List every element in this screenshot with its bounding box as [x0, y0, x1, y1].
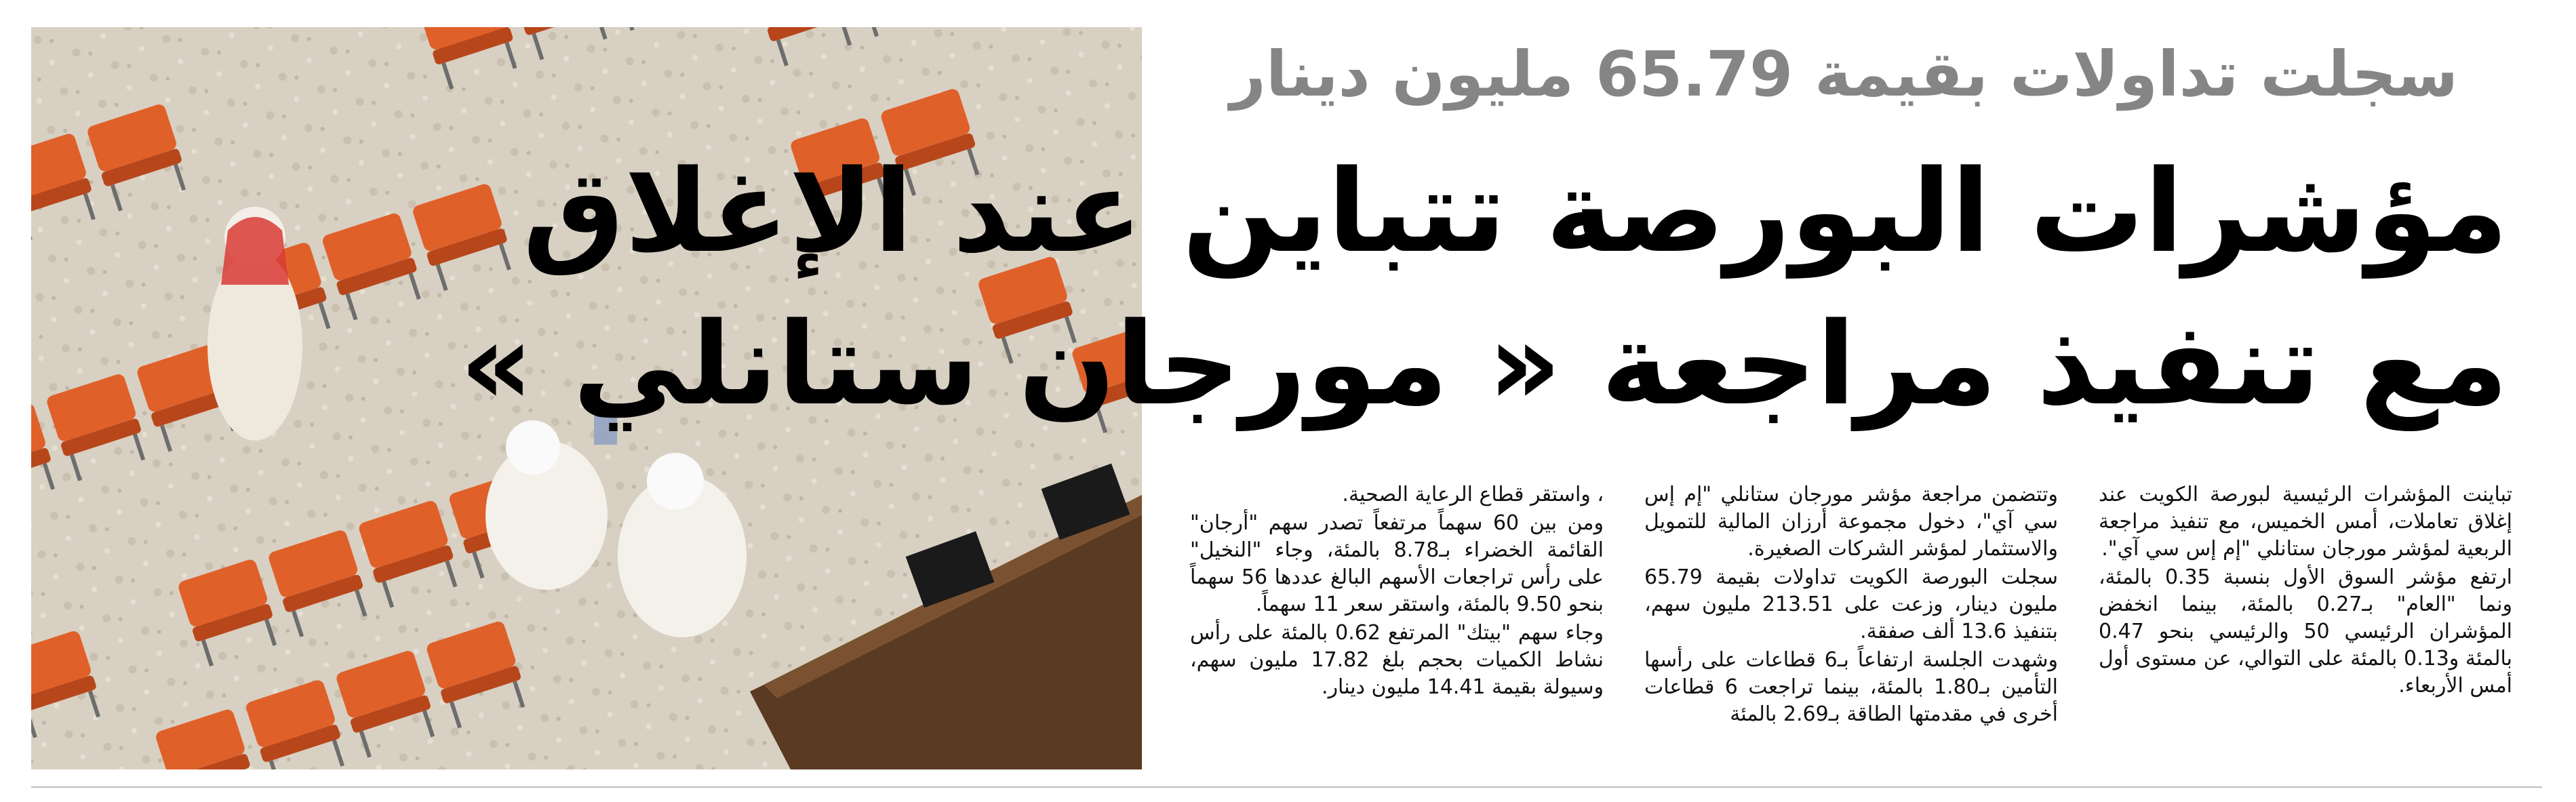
paragraph: تباينت المؤشرات الرئيسية لبورصة الكويت عند إغلاق تعاملات، أمس الخميس، مع تنفيذ مراجعة الربعية لمؤشر مورجان ستانلي "إم إس سي آي". [2099, 483, 2512, 561]
headline-line-1: مؤشرات البورصة تتباين عند الإغلاق [522, 145, 2508, 278]
paragraph: سجلت البورصة الكويت تداولات بقيمة 65.79 مليون دينار، وزعت على 213.51 مليون سهم، بتنفيذ 13.6 ألف صفقة. [1644, 565, 2058, 643]
headline-line-2: مع تنفيذ مراجعة « مورجان ستانلي » [460, 298, 2508, 430]
body-column-3 [1190, 481, 1604, 780]
bottom-divider [31, 786, 2542, 788]
article-kicker: سجلت تداولات بقيمة 65.79 مليون دينار [1229, 38, 2459, 111]
paragraph: ارتفع مؤشر السوق الأول بنسبة 0.35 بالمئة، ونما "العام" بـ0.27 بالمئة، بينما انخفض المؤشران الرئيسي 50 والرئيسي بنحو 0.47 بالمئة و0.13 بالمئة على التوالي، عن مستوى أول أمس الأربعاء. [2099, 565, 2513, 698]
paragraph: وشهدت الجلسة ارتفاعاً بـ6 قطاعات على رأسها التأمين بـ1.80 بالمئة، بينما تراجعت 6 قطاعات أخرى في مقدمتها الطاقة بـ2.69 بالمئة [1644, 648, 2058, 726]
body-column-2 [1644, 481, 2058, 780]
paragraph: وجاء سهم "بيتك" المرتفع 0.62 بالمئة على رأس نشاط الكميات بحجم بلغ 17.82 مليون سهم، وسيولة بقيمة 14.41 مليون دينار. [1190, 621, 1604, 699]
article-body [1190, 481, 2512, 780]
body-column-1 [2099, 481, 2512, 780]
paragraph: ومن بين 60 سهماً مرتفعاً تصدر سهم "أرجان" القائمة الخضراء بـ8.78 بالمئة، وجاء "النخيل" على رأس تراجعات الأسهم البالغ عددها 56 سهماً بنحو 9.50 بالمئة، واستقر سعر 11 سهماً. [1190, 511, 1604, 616]
paragraph: وتتضمن مراجعة مؤشر مورجان ستانلي "إم إس سي آي"، دخول مجموعة أرزان المالية للتمويل والاستثمار لمؤشر الشركات الصغيرة. [1644, 483, 2058, 561]
paragraph: ، واستقر قطاع الرعاية الصحية. [1342, 483, 1604, 506]
article-headline [460, 136, 2508, 441]
